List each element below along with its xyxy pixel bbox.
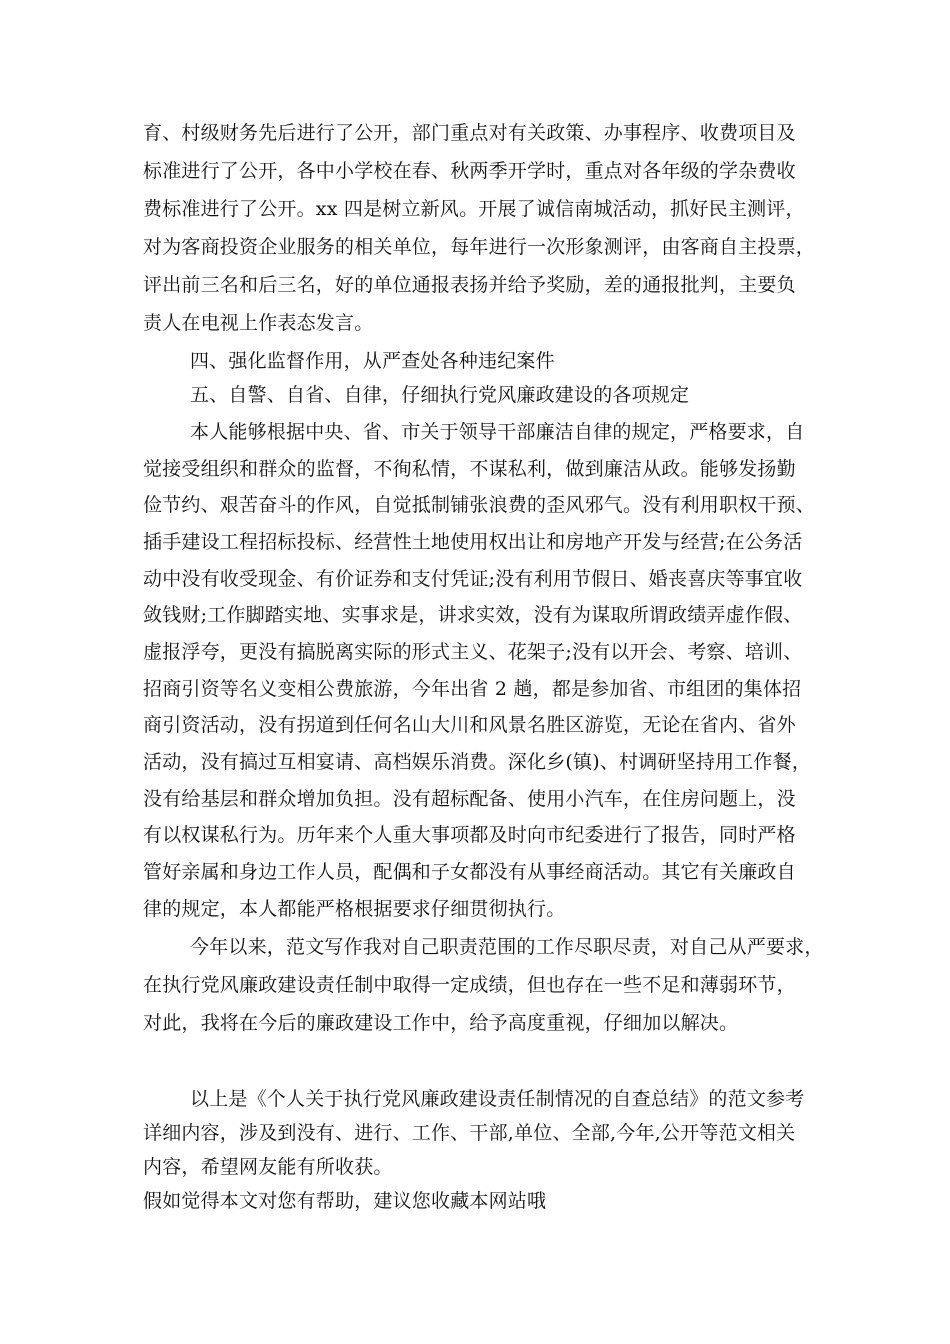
text-line: 有以权谋私行为。历年来个人重大事项都及时向市纪委进行了报告，同时严格 [143,824,796,846]
text-line: 对为客商投资企业服务的相关单位，每年进行一次形象测评，由客商自主投票， [143,236,816,258]
text-line: 评出前三名和后三名，好的单位通报表扬并给予奖励，差的通报批判，主要负 [143,274,796,296]
text-line: 活动，没有搞过互相宴请、高档娱乐消费。深化乡(镇)、村调研坚持用工作餐， [143,751,812,773]
section-heading: 四、强化监督作用，从严查处各种违纪案件 [190,350,555,372]
text-line: 觉接受组织和群众的监督，不徇私情，不谋私利，做到廉洁从政。能够发扬勤 [143,458,796,480]
text-line: 虚报浮夸，更没有搞脱离实际的形式主义、花架子;没有以开会、考察、培训、 [143,641,803,663]
paragraph-start: 今年以来，范文写作我对自己职责范围的工作尽职尽责，对自己从严要求， [190,936,824,958]
text-line: 商引资活动，没有拐道到任何名山大川和风景名胜区游览，无论在省内、省外 [143,714,796,736]
text-line: 责人在电视上作表态发言。 [143,312,374,334]
text-line: 费标准进行了公开。xx 四是树立新风。开展了诚信南城活动，抓好民主测评， [143,198,805,220]
text-line: 详细内容，涉及到没有、进行、工作、干部,单位、全部,今年,公开等范文相关 [143,1122,796,1144]
text-line: 育、村级财务先后进行了公开，部门重点对有关政策、办事程序、收费项目及 [143,122,796,144]
text-line: 在执行党风廉政建设责任制中取得一定成绩，但也存在一些不足和薄弱环节， [143,974,796,996]
closing-note: 假如觉得本文对您有帮助，建议您收藏本网站哦 [143,1190,547,1212]
text-line: 动中没有收受现金、有价证券和支付凭证;没有利用节假日、婚丧喜庆等事宜收 [143,568,803,590]
text-line: 律的规定，本人都能严格根据要求仔细贯彻执行。 [143,898,566,920]
text-line: 标准进行了公开，各中小学校在春、秋两季开学时，重点对各年级的学杂费收 [143,160,796,182]
text-line: 内容，希望网友能有所收获。 [143,1156,393,1178]
text-line: 插手建设工程招标投标、经营性土地使用权出让和房地产开发与经营;在公务活 [143,531,803,553]
text-line: 招商引资等名义变相公费旅游，今年出省 2 趟，都是参加省、市组团的集体招 [143,678,802,700]
section-heading: 五、自警、自省、自律，仔细执行党风廉政建设的各项规定 [190,384,690,406]
summary-paragraph-start: 以上是《个人关于执行党风廉政建设责任制情况的自查总结》的范文参考 [190,1088,805,1110]
text-line: 管好亲属和身边工作人员，配偶和子女都没有从事经商活动。其它有关廉政自 [143,861,796,883]
text-line: 没有给基层和群众增加负担。没有超标配备、使用小汽车，在住房问题上，没 [143,788,796,810]
text-line: 俭节约、艰苦奋斗的作风，自觉抵制铺张浪费的歪风邪气。没有利用职权干预、 [143,494,816,516]
text-line: 对此，我将在今后的廉政建设工作中，给予高度重视，仔细加以解决。 [143,1012,739,1034]
text-line: 敛钱财;工作脚踏实地、实事求是，讲求实效，没有为谋取所谓政绩弄虚作假、 [143,604,803,626]
paragraph-start: 本人能够根据中央、省、市关于领导干部廉洁自律的规定，严格要求，自 [190,421,805,443]
